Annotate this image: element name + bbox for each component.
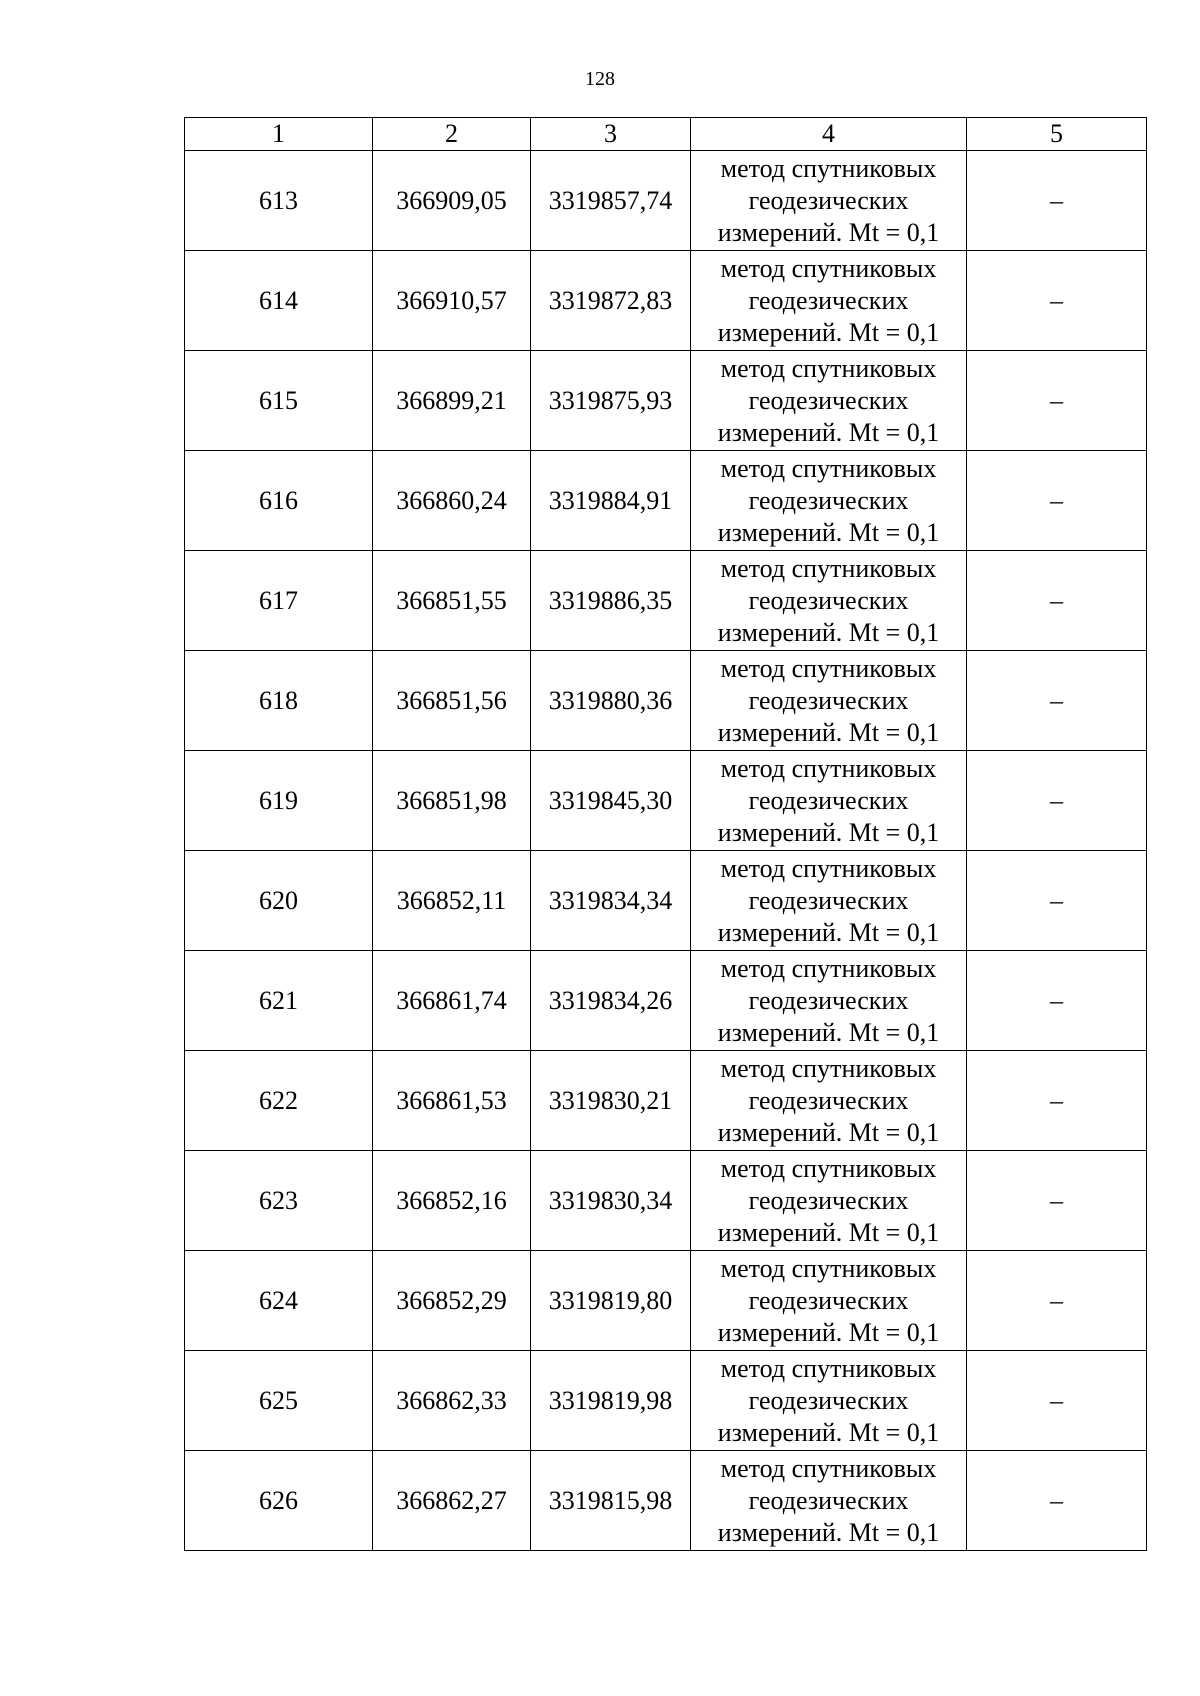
method-line: геодезических	[748, 1285, 909, 1315]
note-cell: –	[967, 1251, 1147, 1351]
method-line: метод спутниковых	[720, 253, 937, 283]
y-coordinate-cell: 3319819,80	[531, 1251, 691, 1351]
y-coordinate-cell: 3319830,21	[531, 1051, 691, 1151]
table-row	[185, 1051, 1147, 1151]
point-number-cell: 619	[185, 751, 373, 851]
note-cell: –	[967, 851, 1147, 951]
table-row	[185, 1351, 1147, 1451]
y-coordinate-cell: 3319819,98	[531, 1351, 691, 1451]
method-line: измерений. Mt = 0,1	[717, 1017, 940, 1047]
method-line: метод спутниковых	[720, 853, 937, 883]
method-line: геодезических	[748, 685, 909, 715]
x-coordinate-cell: 366851,56	[373, 651, 531, 751]
note-cell: –	[967, 151, 1147, 251]
y-coordinate-cell: 3319872,83	[531, 251, 691, 351]
method-line: геодезических	[748, 585, 909, 615]
coordinates-table	[184, 117, 1147, 1551]
method-cell	[691, 551, 967, 651]
x-coordinate-cell: 366909,05	[373, 151, 531, 251]
column-header-1: 1	[185, 118, 373, 151]
method-line: метод спутниковых	[720, 1053, 937, 1083]
table-row	[185, 851, 1147, 951]
point-number-cell: 626	[185, 1451, 373, 1551]
table-row	[185, 751, 1147, 851]
method-line: измерений. Mt = 0,1	[717, 417, 940, 447]
point-number-cell: 613	[185, 151, 373, 251]
header-row	[185, 118, 1147, 151]
column-header-2: 2	[373, 118, 531, 151]
table-row	[185, 951, 1147, 1051]
method-cell	[691, 451, 967, 551]
note-cell: –	[967, 451, 1147, 551]
x-coordinate-cell: 366910,57	[373, 251, 531, 351]
note-cell: –	[967, 651, 1147, 751]
method-line: геодезических	[748, 485, 909, 515]
note-cell: –	[967, 551, 1147, 651]
page-number: 128	[585, 68, 615, 90]
method-line: метод спутниковых	[720, 1353, 937, 1383]
note-cell: –	[967, 1451, 1147, 1551]
method-line: измерений. Mt = 0,1	[717, 217, 940, 247]
method-line: измерений. Mt = 0,1	[717, 617, 940, 647]
y-coordinate-cell: 3319834,34	[531, 851, 691, 951]
note-cell: –	[967, 751, 1147, 851]
method-line: измерений. Mt = 0,1	[717, 1117, 940, 1147]
note-cell: –	[967, 351, 1147, 451]
y-coordinate-cell: 3319886,35	[531, 551, 691, 651]
y-coordinate-cell: 3319834,26	[531, 951, 691, 1051]
method-line: измерений. Mt = 0,1	[717, 717, 940, 747]
method-line: измерений. Mt = 0,1	[717, 317, 940, 347]
table-row	[185, 451, 1147, 551]
x-coordinate-cell: 366861,74	[373, 951, 531, 1051]
table-row	[185, 1251, 1147, 1351]
point-number-cell: 621	[185, 951, 373, 1051]
point-number-cell: 617	[185, 551, 373, 651]
x-coordinate-cell: 366852,11	[373, 851, 531, 951]
point-number-cell: 616	[185, 451, 373, 551]
y-coordinate-cell: 3319884,91	[531, 451, 691, 551]
y-coordinate-cell: 3319830,34	[531, 1151, 691, 1251]
method-cell	[691, 1251, 967, 1351]
table-row	[185, 1151, 1147, 1251]
method-cell	[691, 851, 967, 951]
x-coordinate-cell: 366851,98	[373, 751, 531, 851]
method-cell	[691, 1351, 967, 1451]
note-cell: –	[967, 251, 1147, 351]
table-body	[185, 118, 1147, 1551]
method-line: геодезических	[748, 1185, 909, 1215]
method-line: метод спутниковых	[720, 653, 937, 683]
method-line: метод спутниковых	[720, 453, 937, 483]
table-row	[185, 651, 1147, 751]
method-line: измерений. Mt = 0,1	[717, 1517, 940, 1547]
point-number-cell: 614	[185, 251, 373, 351]
point-number-cell: 622	[185, 1051, 373, 1151]
method-line: геодезических	[748, 1085, 909, 1115]
method-cell	[691, 951, 967, 1051]
method-cell	[691, 751, 967, 851]
method-line: метод спутниковых	[720, 153, 937, 183]
method-cell	[691, 251, 967, 351]
method-line: измерений. Mt = 0,1	[717, 517, 940, 547]
note-cell: –	[967, 951, 1147, 1051]
method-line: измерений. Mt = 0,1	[717, 1317, 940, 1347]
note-cell: –	[967, 1051, 1147, 1151]
point-number-cell: 620	[185, 851, 373, 951]
y-coordinate-cell: 3319815,98	[531, 1451, 691, 1551]
column-header-3: 3	[531, 118, 691, 151]
x-coordinate-cell: 366861,53	[373, 1051, 531, 1151]
y-coordinate-cell: 3319880,36	[531, 651, 691, 751]
y-coordinate-cell: 3319875,93	[531, 351, 691, 451]
table-row	[185, 1451, 1147, 1551]
column-header-4: 4	[691, 118, 967, 151]
table-row	[185, 151, 1147, 251]
point-number-cell: 624	[185, 1251, 373, 1351]
method-line: метод спутниковых	[720, 1153, 937, 1183]
x-coordinate-cell: 366862,27	[373, 1451, 531, 1551]
method-line: геодезических	[748, 785, 909, 815]
x-coordinate-cell: 366851,55	[373, 551, 531, 651]
method-line: измерений. Mt = 0,1	[717, 817, 940, 847]
method-line: метод спутниковых	[720, 1453, 937, 1483]
method-line: геодезических	[748, 285, 909, 315]
method-cell	[691, 1451, 967, 1551]
method-line: измерений. Mt = 0,1	[717, 917, 940, 947]
y-coordinate-cell: 3319857,74	[531, 151, 691, 251]
method-line: метод спутниковых	[720, 953, 937, 983]
note-cell: –	[967, 1351, 1147, 1451]
method-line: геодезических	[748, 1485, 909, 1515]
method-line: геодезических	[748, 1385, 909, 1415]
method-line: метод спутниковых	[720, 353, 937, 383]
y-coordinate-cell: 3319845,30	[531, 751, 691, 851]
method-line: метод спутниковых	[720, 753, 937, 783]
point-number-cell: 623	[185, 1151, 373, 1251]
x-coordinate-cell: 366899,21	[373, 351, 531, 451]
point-number-cell: 618	[185, 651, 373, 751]
method-cell	[691, 151, 967, 251]
point-number-cell: 615	[185, 351, 373, 451]
method-line: измерений. Mt = 0,1	[717, 1217, 940, 1247]
x-coordinate-cell: 366852,29	[373, 1251, 531, 1351]
method-cell	[691, 1151, 967, 1251]
method-line: измерений. Mt = 0,1	[717, 1417, 940, 1447]
column-header-5: 5	[967, 118, 1147, 151]
method-line: метод спутниковых	[720, 553, 937, 583]
x-coordinate-cell: 366862,33	[373, 1351, 531, 1451]
x-coordinate-cell: 366852,16	[373, 1151, 531, 1251]
method-cell	[691, 351, 967, 451]
table-row	[185, 251, 1147, 351]
method-line: метод спутниковых	[720, 1253, 937, 1283]
method-line: геодезических	[748, 385, 909, 415]
method-cell	[691, 1051, 967, 1151]
method-line: геодезических	[748, 185, 909, 215]
note-cell: –	[967, 1151, 1147, 1251]
method-cell	[691, 651, 967, 751]
table-row	[185, 551, 1147, 651]
point-number-cell: 625	[185, 1351, 373, 1451]
table-row	[185, 351, 1147, 451]
method-line: геодезических	[748, 885, 909, 915]
x-coordinate-cell: 366860,24	[373, 451, 531, 551]
method-line: геодезических	[748, 985, 909, 1015]
